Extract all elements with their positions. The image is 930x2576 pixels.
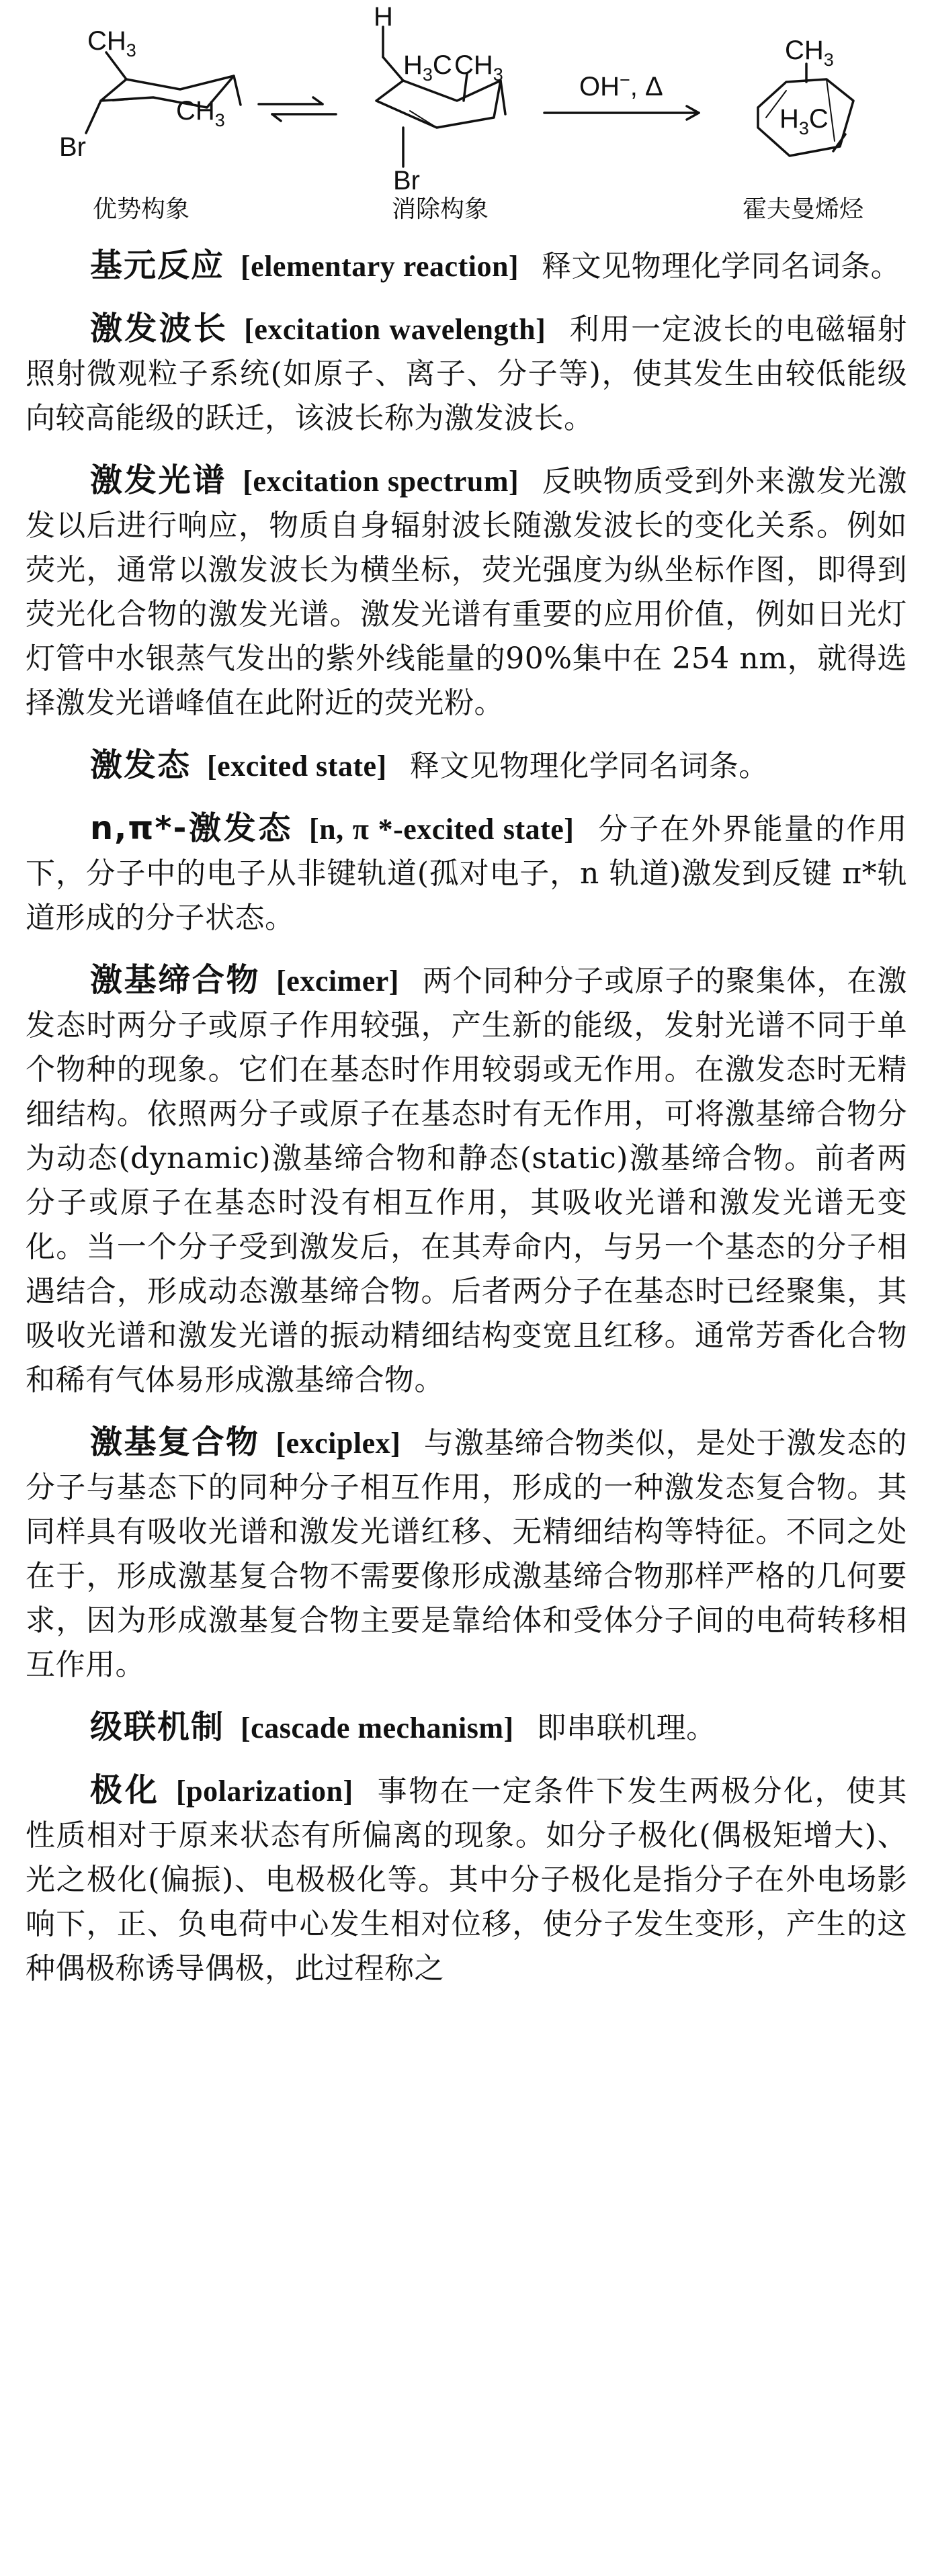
- entry-term: 激基复合物: [90, 1423, 260, 1461]
- entry-english: [excited state]: [207, 750, 387, 783]
- hofmann-alkene-structure: [758, 64, 853, 156]
- entry-text: 两个同种分子或原子的聚集体，在激发态时两分子或原子作用较强，产生新的能级，发射光谱不同于单个物种的现象。它们在基态时作用较弱或无作用。在激发态时无精细结构。依照两分子或原子在基态时有无作用，可将激基缔合物分为动态(dynamic)激基缔合物和静态(static)激基缔合物。前者两分子或原子在基态时没有相互作用，其吸收光谱和激发光谱无变化。当一个分子受到激发后，在其寿命内，与另一个基态的分子相遇结合，形成动态激基缔合物。后者两分子在基态时已经聚集，其吸收光谱和激发光谱的振动精细结构变宽且红移。通常芳香化合物和稀有气体易形成激基缔合物。: [26, 964, 907, 1397]
- entry-n-pi-excited-state: [26, 806, 907, 940]
- entry-english: [polarization]: [175, 1775, 353, 1808]
- entry-excitation-wavelength: [26, 306, 907, 441]
- entry-elementary-reaction: [26, 243, 907, 289]
- label-methyl-alkene: $CH_3$: [785, 36, 834, 70]
- reaction-arrow: [544, 106, 699, 120]
- entry-excited-state: [26, 743, 907, 789]
- entry-text: 反映物质受到外来激发光激发以后进行响应，物质自身辐射波长随激发波长的变化关系。例如荧光，通常以激发波长为横坐标，荧光强度为纵坐标作图，即得到荧光化合物的激发光谱。激发光谱有重要的应用价值，例如日光灯灯管中水银蒸气发出的紫外线能量的90%集中在 254 nm，就得选择激发光谱峰值在此附近的荧光粉。: [26, 464, 907, 720]
- entry-text: 利用一定波长的电磁辐射照射微观粒子系统(如原子、离子、分子等)，使其发生由较低能级向较高能级的跃迁，该波长称为激发波长。: [26, 312, 907, 435]
- entry-excitation-spectrum: [26, 458, 907, 725]
- entry-term: 基元反应: [90, 247, 225, 284]
- entry-english: [excitation wavelength]: [244, 313, 546, 346]
- entry-text: 分子在外界能量的作用下，分子中的电子从非键轨道(孤对电子，n 轨道)激发到反键 π*轨道形成的分子状态。: [26, 812, 907, 935]
- entry-english: [n, π *-excited state]: [309, 813, 575, 846]
- entry-text: 释文见物理化学同名词条。: [409, 749, 769, 783]
- entry-english: [cascade mechanism]: [241, 1712, 514, 1744]
- equilibrium-arrows: [259, 97, 336, 121]
- entry-term: 激发态: [90, 746, 192, 784]
- entry-english: [excimer]: [276, 965, 399, 997]
- entry-text: 事物在一定条件下发生两极分化，使其性质相对于原来状态有所偏离的现象。如分子极化(偶极矩增大)、光之极化(偏振)、电极极化等。其中分子极化是指分子在外电场影响下，正、负电荷中心发生相对位移，使分子发生变形，产生的这种偶极称诱导偶极，此过程称之: [26, 1774, 907, 1986]
- entry-text: 即串联机理。: [536, 1711, 716, 1745]
- label-bromo-middle: Br: [393, 166, 420, 195]
- entry-text: 与激基缔合物类似，是处于激发态的分子与基态下的同种分子相互作用，形成的一种激发态复合物。其同样具有吸收光谱和激发光谱红移、无精细结构等特征。不同之处在于，形成激基复合物不需要像形成激基缔合物那样严格的几何要求，因为形成激基复合物主要是靠给体和受体分子间的电荷转移相互作用。: [26, 1426, 907, 1682]
- entry-exciplex: [26, 1420, 907, 1687]
- entry-excimer: [26, 958, 907, 1403]
- label-hydrogen: H: [374, 2, 393, 32]
- caption-elimination-conformation: 消除构象: [391, 195, 489, 223]
- label-bromo-left: Br: [59, 132, 86, 162]
- reaction-scheme: [0, 0, 930, 232]
- caption-hofmann-alkene: 霍夫曼烯烃: [742, 195, 864, 223]
- entry-english: [elementary reaction]: [241, 250, 519, 283]
- dictionary-entries: [26, 243, 907, 2008]
- entry-cascade-mechanism: [26, 1705, 907, 1750]
- entry-term: 级联机制: [90, 1708, 225, 1746]
- entry-text: 释文见物理化学同名词条。: [542, 249, 901, 283]
- entry-term: 激发波长: [90, 310, 228, 347]
- chair-elimination-structure: [376, 27, 505, 167]
- entry-english: [exciplex]: [276, 1427, 401, 1460]
- entry-term: 极化: [90, 1771, 160, 1809]
- label-h3c-alkene: $H_3C$: [779, 104, 829, 138]
- label-reagent: OH−, Δ: [579, 70, 663, 101]
- label-methyl-right: $CH_3$: [176, 96, 225, 130]
- entry-polarization: [26, 1768, 907, 1991]
- entry-term: 激发光谱: [90, 461, 227, 499]
- entry-english: [excitation spectrum]: [243, 465, 519, 498]
- label-methyl-middle: $CH_3$: [454, 50, 503, 85]
- label-methyl-top: $CH_3$: [87, 26, 136, 60]
- caption-favoured-conformation: 优势构象: [92, 195, 190, 223]
- label-h3c-middle: $H_3C$: [403, 50, 452, 85]
- entry-term: 激基缔合物: [90, 961, 261, 999]
- entry-term: n,π*-激发态: [90, 809, 294, 847]
